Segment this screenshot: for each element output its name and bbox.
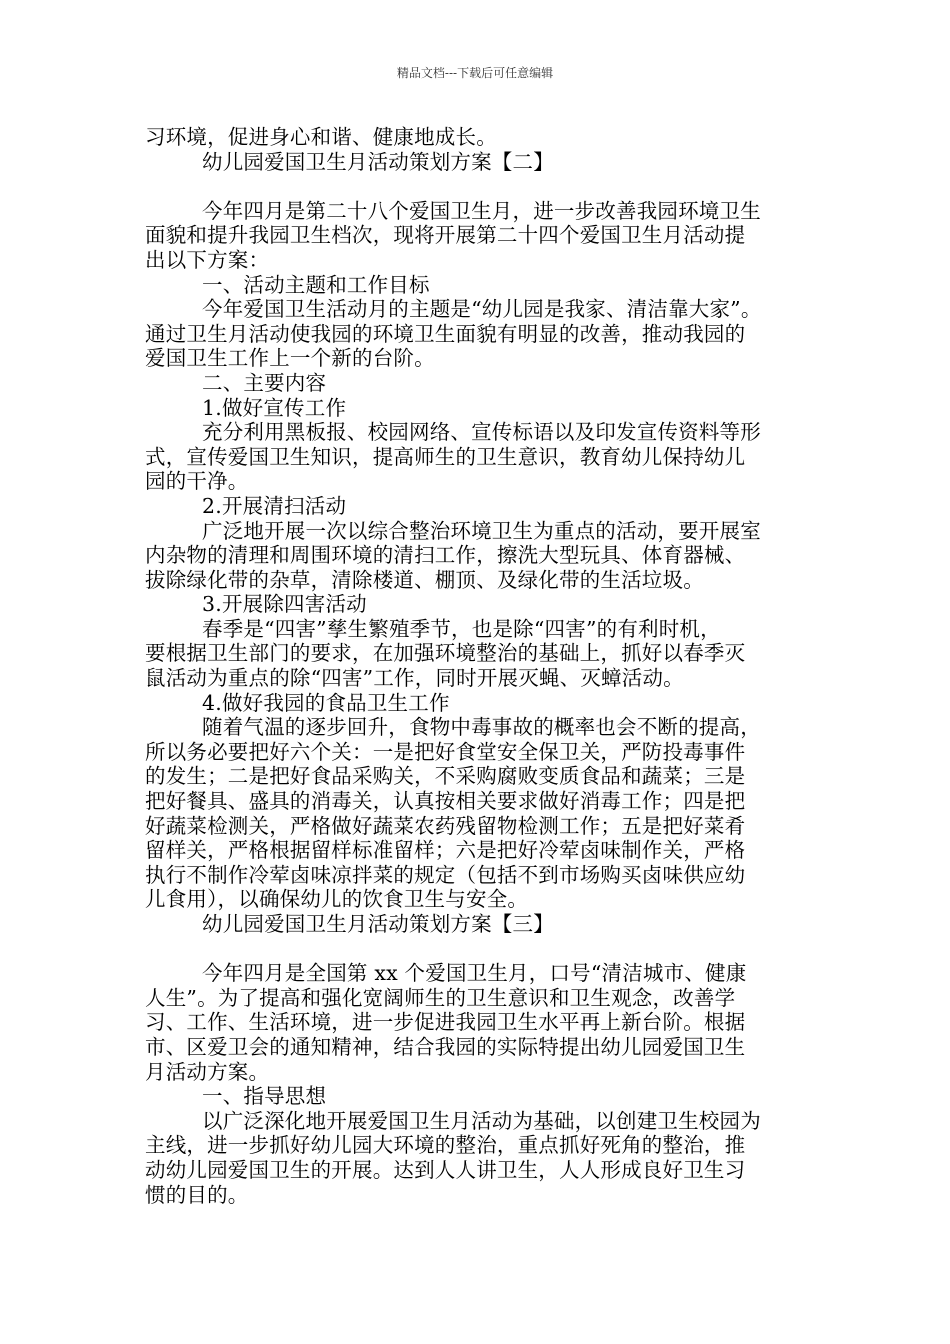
text-line: 儿食用），以确保幼儿的饮食卫生与安全。 bbox=[145, 887, 529, 912]
page-header: 精品文档---下载后可任意编辑 bbox=[396, 66, 554, 80]
document-body bbox=[145, 125, 825, 1207]
text-line: 出以下方案： bbox=[145, 247, 270, 272]
text-line: 惯的目的。 bbox=[145, 1182, 249, 1207]
text-line: 今年四月是全国第 xx 个爱国卫生月，口号“清洁城市、健康 bbox=[202, 961, 747, 986]
text-line: 幼儿园爱国卫生月活动策划方案【二】 bbox=[202, 149, 554, 174]
text-line: 习、工作、生活环境，进一步促进我园卫生水平再上新台阶。根据 bbox=[145, 1010, 746, 1035]
text-line: 习环境，促进身心和谐、健康地成长。 bbox=[145, 125, 497, 149]
text-line: 的发生；二是把好食品采购关，不采购腐败变质食品和蔬菜；三是 bbox=[145, 764, 746, 789]
text-line: 人生”。为了提高和强化宽阔师生的卫生意识和卫生观念，改善学 bbox=[145, 985, 736, 1010]
text-line: 今年爱国卫生活动月的主题是“幼儿园是我家、清洁靠大家”。 bbox=[202, 297, 762, 322]
text-line: 动幼儿园爱国卫生的开展。达到人人讲卫生，人人形成良好卫生习 bbox=[145, 1157, 746, 1182]
text-line: 内杂物的清理和周围环境的清扫工作，擦洗大型玩具、体育器械、 bbox=[145, 543, 746, 568]
text-line: 4.做好我园的食品卫生工作 bbox=[202, 690, 450, 715]
text-line: 式，宣传爱国卫生知识，提高师生的卫生意识，教育幼儿保持幼儿 bbox=[145, 444, 746, 469]
text-line: 广泛地开展一次以综合整治环境卫生为重点的活动，要开展室 bbox=[202, 518, 761, 543]
text-line: 留样关，严格根据留样标准留样；六是把好冷荤卤味制作关，严格 bbox=[145, 838, 746, 863]
text-line: 月活动方案。 bbox=[145, 1059, 270, 1084]
text-line: 3.开展除四害活动 bbox=[202, 592, 367, 617]
text-line: 随着气温的逐步回升，食物中毒事故的概率也会不断的提高， bbox=[202, 715, 761, 740]
text-line: 把好餐具、盛具的消毒关，认真按相关要求做好消毒工作；四是把 bbox=[145, 789, 746, 814]
blank-line bbox=[145, 174, 825, 199]
text-line: 主线，进一步抓好幼儿园大环境的整治，重点抓好死角的整治，推 bbox=[145, 1133, 746, 1158]
text-line: 一、活动主题和工作目标 bbox=[202, 272, 430, 297]
text-line: 一、指导思想 bbox=[202, 1084, 327, 1109]
text-line: 充分利用黑板报、校园网络、宣传标语以及印发宣传资料等形 bbox=[202, 420, 761, 445]
text-line: 通过卫生月活动使我园的环境卫生面貌有明显的改善，推动我园的 bbox=[145, 321, 746, 346]
text-line: 好蔬菜检测关，严格做好蔬菜农药残留物检测工作；五是把好菜肴 bbox=[145, 813, 746, 838]
text-line: 执行不制作冷荤卤味凉拌菜的规定（包括不到市场购买卤味供应幼 bbox=[145, 862, 746, 887]
text-line: 要根据卫生部门的要求，在加强环境整治的基础上，抓好以春季灭 bbox=[145, 641, 746, 666]
text-line: 市、区爱卫会的通知精神，结合我园的实际特提出幼儿园爱国卫生 bbox=[145, 1034, 746, 1059]
text-line: 园的干净。 bbox=[145, 469, 249, 494]
text-line: 所以务必要把好六个关：一是把好食堂安全保卫关，严防投毒事件 bbox=[145, 739, 746, 764]
text-line: 幼儿园爱国卫生月活动策划方案【三】 bbox=[202, 912, 554, 936]
text-line: 2.开展清扫活动 bbox=[202, 493, 347, 518]
text-line: 拔除绿化带的杂草，清除楼道、棚顶、及绿化带的生活垃圾。 bbox=[145, 567, 704, 592]
text-line: 面貌和提升我园卫生档次，现将开展第二十四个爱国卫生月活动提 bbox=[145, 223, 746, 248]
text-line: 爱国卫生工作上一个新的台阶。 bbox=[145, 346, 435, 371]
text-line: 今年四月是第二十八个爱国卫生月，进一步改善我园环境卫生 bbox=[202, 198, 761, 223]
text-line: 以广泛深化地开展爱国卫生月活动为基础，以创建卫生校园为 bbox=[202, 1108, 761, 1133]
text-line: 二、主要内容 bbox=[202, 370, 327, 395]
text-line: 1.做好宣传工作 bbox=[202, 395, 347, 420]
text-line: 鼠活动为重点的除“四害”工作，同时开展灭蝇、灭蟑活动。 bbox=[145, 666, 684, 691]
text-line: 春季是“四害”孳生繁殖季节，也是除“四害”的有利时机， bbox=[202, 616, 721, 641]
blank-line bbox=[145, 937, 825, 962]
